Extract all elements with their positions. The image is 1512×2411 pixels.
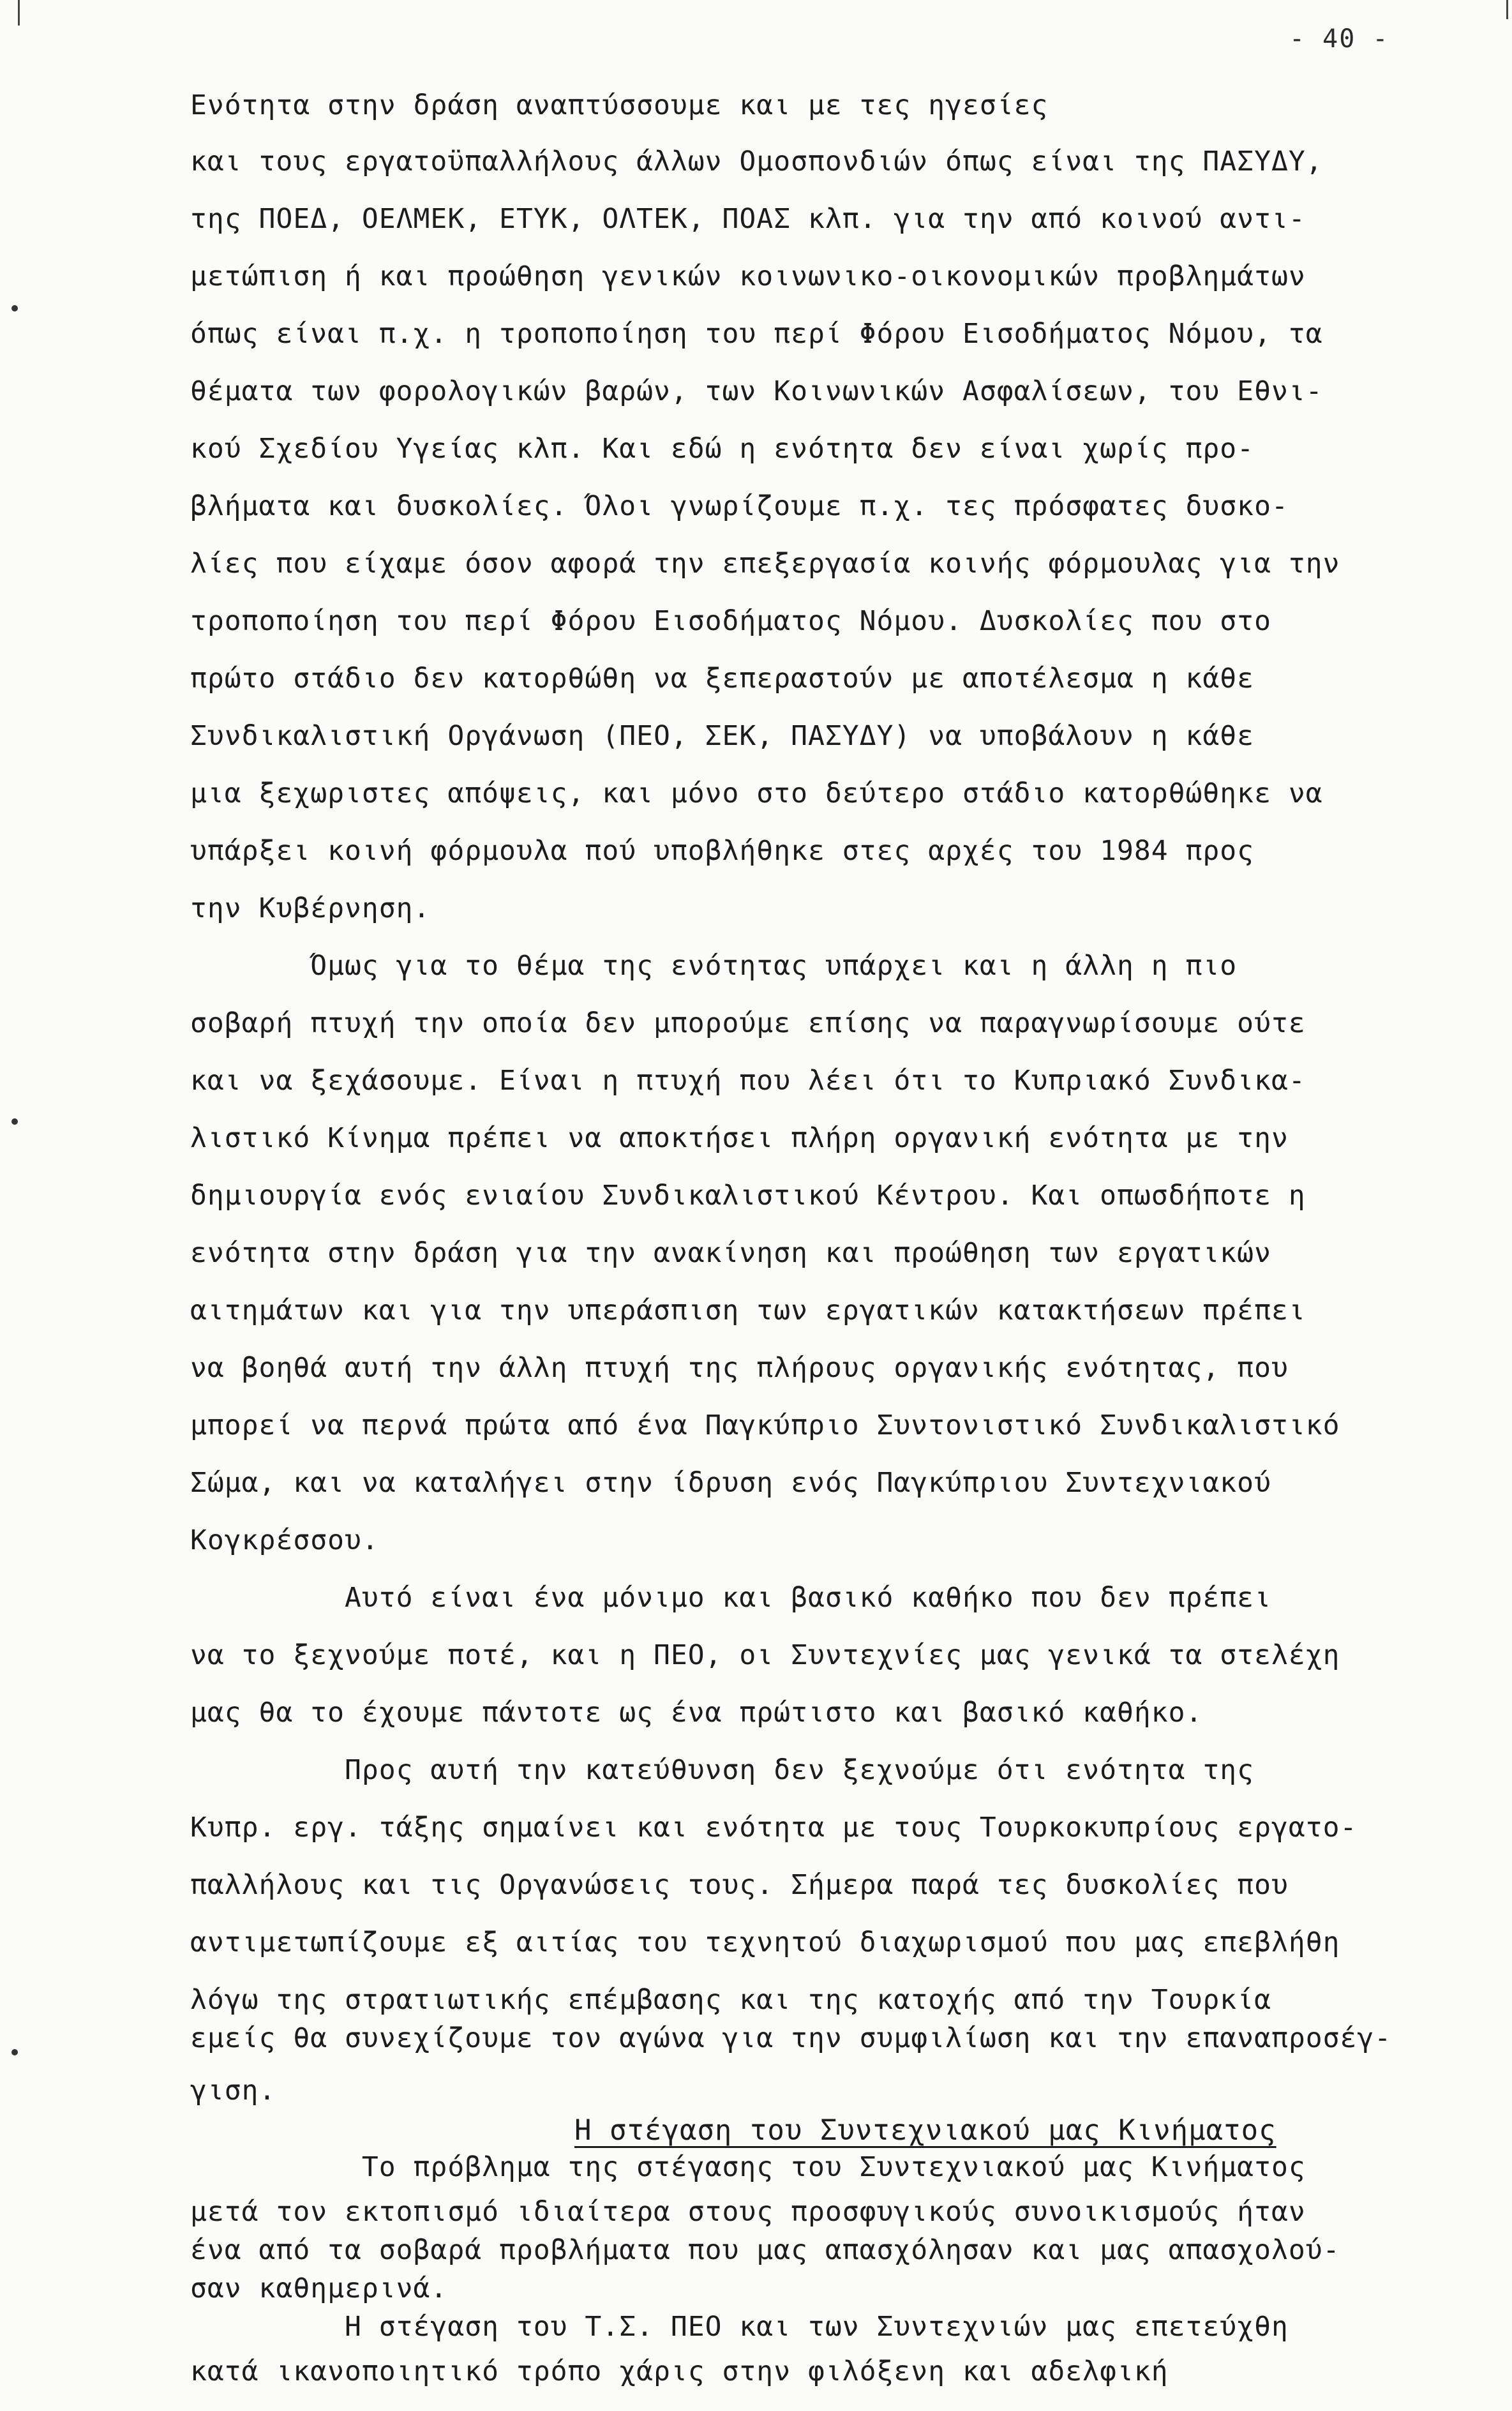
margin-mark <box>1506 0 1508 19</box>
text-line: τροποποίηση του περί Φόρου Εισοδήματος Νόμου. Δυσκολίες που στο <box>190 605 1271 637</box>
text-line: Ενότητα στην δράση αναπτύσσουμε και με τες ηγεσίες <box>190 89 1049 121</box>
text-line: λιστικό Κίνημα πρέπει να αποκτήσει πλήρη οργανική ενότητα με την <box>190 1122 1289 1154</box>
text-line: και να ξεχάσουμε. Είναι η πτυχή που λέει ότι το Κυπριακό Συνδικα- <box>190 1065 1306 1097</box>
section-heading: Η στέγαση του Συντεχνιακού μας Κινήματος <box>574 2114 1276 2147</box>
text-line: αιτημάτων και για την υπεράσπιση των εργατικών κατακτήσεων πρέπει <box>190 1295 1306 1326</box>
text-line: μας θα το έχουμε πάντοτε ως ένα πρώτιστο και βασικό καθήκο. <box>190 1697 1203 1729</box>
text-line: την Κυβέρνηση. <box>190 892 431 924</box>
text-line: Προς αυτή την κατεύθυνση δεν ξεχνούμε ότι ενότητα της <box>190 1754 1255 1786</box>
text-line: Το πρόβλημα της στέγασης του Συντεχνιακού μας Κινήματος <box>190 2151 1306 2183</box>
text-line: να βοηθά αυτή την άλλη πτυχή της πλήρους οργανικής ενότητας, που <box>190 1352 1289 1384</box>
text-line: παλλήλους και τις Οργανώσεις τους. Σήμερα παρά τες δυσκολίες που <box>190 1869 1289 1901</box>
page-number: - 40 - <box>1289 24 1389 54</box>
text-line: Κογκρέσσου. <box>190 1524 379 1556</box>
text-line: Αυτό είναι ένα μόνιμο και βασικό καθήκο που δεν πρέπει <box>190 1582 1271 1614</box>
text-line: μια ξεχωριστες απόψεις, και μόνο στο δεύτερο στάδιο κατορθώθηκε να <box>190 777 1323 809</box>
text-line: αντιμετωπίζουμε εξ αιτίας του τεχνητού διαχωρισμού που μας επεβλήθη <box>190 1927 1340 1958</box>
text-line: μετώπιση ή και προώθηση γενικών κοινωνικο-οικονομικών προβλημάτων <box>190 260 1306 292</box>
text-line: Συνδικαλιστική Οργάνωση (ΠΕΟ, ΣΕΚ, ΠΑΣΥΔΥ) να υποβάλουν η κάθε <box>190 720 1255 752</box>
text-line: εμείς θα συνεχίζουμε τον αγώνα για την συμφιλίωση και την επαναπροσέγ- <box>190 2022 1392 2054</box>
text-line: Σώμα, και να καταλήγει στην ίδρυση ενός Παγκύπριου Συντεχνιακού <box>190 1467 1271 1499</box>
text-line: μετά τον εκτοπισμό ιδιαίτερα στους προσφυγικούς συνοικισμούς ήταν <box>190 2196 1306 2228</box>
text-line: λόγω της στρατιωτικής επέμβασης και της κατοχής από την Τουρκία <box>190 1984 1271 2016</box>
text-line: Κυπρ. εργ. τάξης σημαίνει και ενότητα με τους Τουρκοκυπρίους εργατο- <box>190 1812 1358 1844</box>
text-line: κατά ικανοποιητικό τρόπο χάρις στην φιλόξενη και αδελφική <box>190 2355 1169 2387</box>
text-line: ενότητα στην δράση για την ανακίνηση και προώθηση των εργατικών <box>190 1237 1271 1269</box>
text-line: βλήματα και δυσκολίες. Όλοι γνωρίζουμε π.χ. τες πρόσφατες δυσκο- <box>190 490 1289 522</box>
text-line: σαν καθημερινά. <box>190 2272 448 2304</box>
text-line: Όμως για το θέμα της ενότητας υπάρχει και η άλλη η πιο <box>190 950 1238 982</box>
text-line: γιση. <box>190 2075 276 2107</box>
text-line: πρώτο στάδιο δεν κατορθώθη να ξεπεραστούν με αποτέλεσμα η κάθε <box>190 663 1255 695</box>
text-line: και τους εργατοϋπαλλήλους άλλων Ομοσπονδιών όπως είναι της ΠΑΣΥΔΥ, <box>190 146 1323 177</box>
margin-mark <box>11 1118 18 1125</box>
text-line: ένα από τα σοβαρά προβλήματα που μας απασχόλησαν και μας απασχολού- <box>190 2234 1340 2266</box>
margin-mark <box>18 0 20 26</box>
text-line: όπως είναι π.χ. η τροποποίηση του περί Φόρου Εισοδήματος Νόμου, τα <box>190 318 1323 350</box>
text-line: λίες που είχαμε όσον αφορά την επεξεργασία κοινής φόρμουλας για την <box>190 548 1340 580</box>
text-line: υπάρξει κοινή φόρμουλα πού υποβλήθηκε στες αρχές του 1984 προς <box>190 835 1255 867</box>
text-line: κού Σχεδίου Υγείας κλπ. Και εδώ η ενότητα δεν είναι χωρίς προ- <box>190 433 1255 465</box>
text-line: θέματα των φορολογικών βαρών, των Κοινωνικών Ασφαλίσεων, του Εθνι- <box>190 375 1323 407</box>
text-line: σοβαρή πτυχή την οποία δεν μπορούμε επίσης να παραγνωρίσουμε ούτε <box>190 1007 1306 1039</box>
margin-mark <box>11 305 18 312</box>
text-line: της ΠΟΕΔ, ΟΕΛΜΕΚ, ΕΤΥΚ, ΟΛΤΕΚ, ΠΟΑΣ κλπ. για την από κοινού αντι- <box>190 203 1306 235</box>
text-line: δημιουργία ενός ενιαίου Συνδικαλιστικού Κέντρου. Και οπωσδήποτε η <box>190 1180 1306 1212</box>
margin-mark <box>11 2049 18 2055</box>
text-line: Η στέγαση του Τ.Σ. ΠΕΟ και των Συντεχνιών μας επετεύχθη <box>190 2311 1289 2343</box>
text-line: να το ξεχνούμε ποτέ, και η ΠΕΟ, οι Συντεχνίες μας γενικά τα στελέχη <box>190 1639 1340 1671</box>
text-line: μπορεί να περνά πρώτα από ένα Παγκύπριο Συντονιστικό Συνδικαλιστικό <box>190 1409 1340 1441</box>
